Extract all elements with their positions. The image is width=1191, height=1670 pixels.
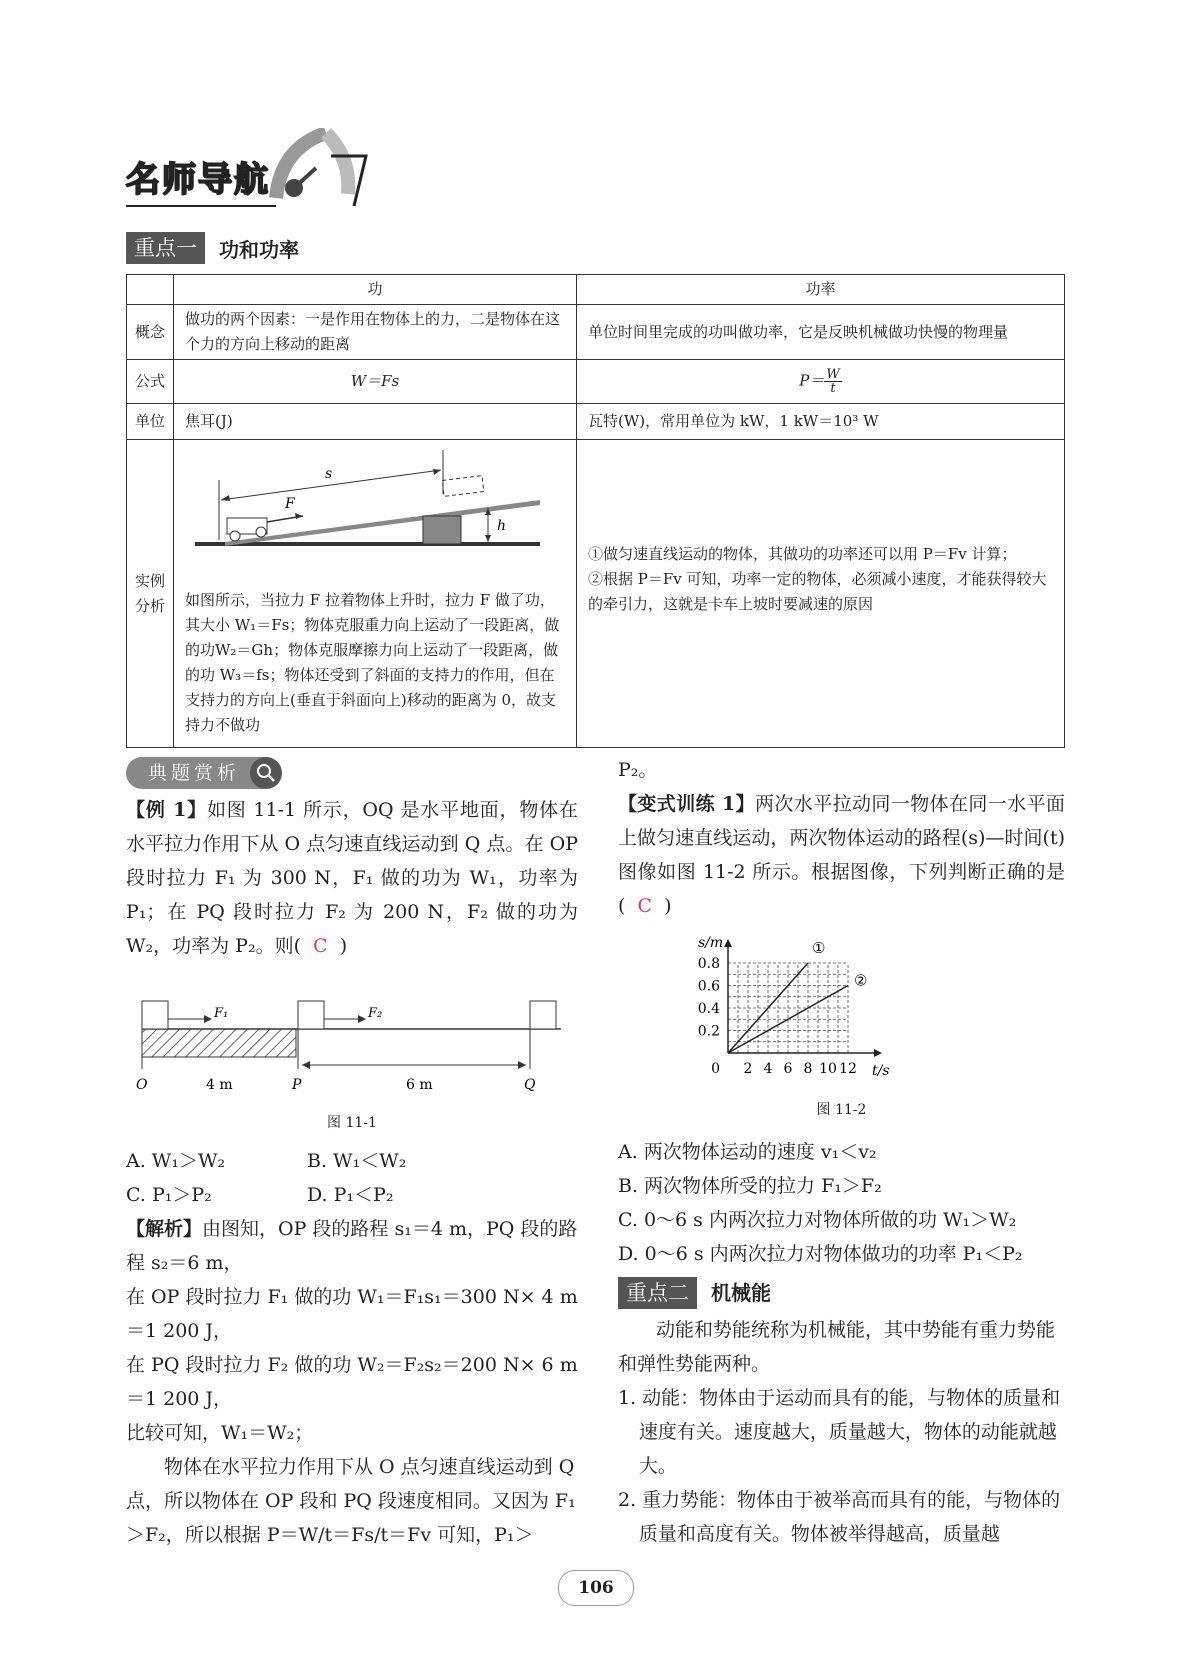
example-work-cell [174,440,577,748]
concept-power: 单位时间里完成的功叫做功率，它是反映机械做功快慢的物理量 [577,305,1065,360]
row-label-concept: 概念 [127,305,174,360]
x-tick-label: 8 [803,1061,813,1077]
section-1-title: 功和功率 [219,237,299,262]
row-label-example: 实例分析 [127,440,174,748]
fig1-label-F1: F₁ [214,1006,229,1021]
y-axis-label: s/m [698,935,724,951]
example-1-option-c: C. P₁＞P₂ [126,1184,212,1206]
series-label-1: ① [812,939,826,957]
fig1-label-O: O [136,1077,148,1093]
formula-power-lhs: P＝ [799,371,825,390]
fig1-label-4m: 4 m [206,1077,233,1093]
diagram-label-s: s [325,466,333,482]
mech-item-1: 1. 动能：物体由于运动而具有的能，与物体的质量和速度有关。速度越大，质量越大，物体的动能就越大。 [618,1387,1061,1477]
example-1-label: 【例 1】 [126,799,207,821]
section-1-heading [126,232,299,264]
variant-1-answer: C [637,895,653,917]
variant-1-close: ) [664,895,672,917]
x-axis-arrow [874,1049,882,1057]
x-axis-label: t/s [872,1063,890,1079]
col-header-work: 功 [174,275,577,305]
variant-1-option-c: C. 0～6 s 内两次拉力对物体所做的功 W₁＞W₂ [618,1209,1017,1231]
banner-title: 名师导航 [126,160,270,200]
analysis-line-4: 比较可知，W₁＝W₂； [126,1422,314,1444]
diagram-label-h: h [497,518,507,534]
formula-power-fraction [824,368,841,395]
y-tick-label: 0.8 [697,956,720,972]
example-power-point-2: ②根据 P＝Fv 可知，功率一定的物体，必须减小速度，才能获得较大的牵引力，这就是卡车上坡时要减速的原因 [588,570,1047,613]
example-1-answer: C [313,935,328,957]
analysis-line-5: 物体在水平拉力作用下从 O 点匀速直线运动到 Q 点，所以物体在 OP 段和 PQ 段速度相同。又因为 F₁＞F₂，所以根据 P＝W/t＝Fs/t＝Fv 可知，P₁＞ [126,1456,576,1546]
mech-intro: 动能和势能统称为机械能，其中势能有重力势能和弹性势能两种。 [618,1319,1056,1375]
example-1-options-row-2 [126,1178,578,1212]
y-axis-arrow [724,939,732,947]
y-tick-label: 0.2 [697,1023,720,1040]
fig1-label-F2: F₂ [368,1006,383,1021]
formula-power [577,360,1065,404]
analysis-line-2: 在 OP 段时拉力 F₁ 做的功 W₁＝F₁s₁＝300 N× 4 m＝1 200 J， [126,1286,578,1342]
incline-diagram [185,450,545,560]
example-power-point-1: ①做匀速直线运动的物体，其做功的功率还可以用 P＝Fv 计算； [588,545,1017,563]
analysis-line-1 [126,1212,578,1280]
fraction-numerator: W [826,367,840,382]
example-1-options-row-1 [126,1144,578,1178]
fig1-label-P: P [292,1077,302,1093]
y-tick-label: 0.6 [697,978,720,995]
example-1-option-d: D. P₁＜P₂ [307,1184,394,1206]
example-section-title: 典题赏析 [126,757,278,789]
example-1-question [126,793,578,963]
example-1-text: 如图 11-1 所示，OQ 是水平地面，物体在水平拉力作用下从 O 点匀速直线运动到 Q 点。在 OP 段时拉力 F₁ 为 300 N，F₁ 做的功为 W₁，功率为 P₁；在 PQ 段时拉力 F₂ 为 200 N，F₂ 做的功为 W₂，功率为 P₂。则( [126,799,578,957]
example-1-close: ) [339,935,348,957]
fraction-denominator: t [830,381,836,396]
fig1-label-Q: Q [524,1077,536,1093]
x-tick-label: 10 [819,1061,837,1077]
left-column [126,757,578,1552]
x-tick-label: 4 [763,1061,773,1077]
variant-1-option-d: D. 0～6 s 内两次拉力对物体做功的功率 P₁＜P₂ [618,1243,1023,1265]
unit-power: 瓦特(W)，常用单位为 kW，1 kW＝10³ W [577,404,1065,440]
analysis-tail: P₂。 [618,759,658,781]
analysis-text-1: 由图知，OP 段的路程 s₁＝4 m，PQ 段的路程 s₂＝6 m， [126,1218,578,1274]
col-header-power: 功率 [577,275,1065,305]
figure-11-2-caption: 图 11-2 [816,1102,867,1118]
section-2-heading [618,1277,1065,1309]
series-label-2: ② [854,971,868,990]
example-1-option-b: B. W₁＜W₂ [307,1150,407,1172]
figure-11-1-caption: 图 11-1 [327,1115,377,1131]
variant-1-text: 两次水平拉动同一物体在同一水平面上做匀速直线运动，两次物体运动的路程(s)—时间(t)图像如图 11-2 所示。根据图像，下列判断正确的是( [618,793,1065,917]
example-section-heading [126,757,578,789]
concept-work: 做功的两个因素：一是作用在物体上的力，二是物体在这个力的方向上移动的距离 [174,305,577,360]
x-tick-label: 6 [783,1061,793,1077]
header-banner [126,128,376,208]
page-number: 106 [558,1570,634,1606]
row-label-unit: 单位 [127,404,174,440]
example-1-option-a: A. W₁＞W₂ [126,1150,226,1172]
work-power-table [126,274,1065,748]
section-2-title: 机械能 [711,1281,771,1305]
mech-item-2: 2. 重力势能：物体由于被举高而具有的能，与物体的质量和高度有关。物体被举得越高，质量越 [618,1489,1061,1545]
variant-1-option-a: A. 两次物体运动的速度 v₁＜v₂ [618,1141,877,1163]
variant-1-label: 【变式训练 1】 [618,793,756,815]
right-column [618,753,1065,1551]
origin-label: 0 [711,1061,720,1077]
analysis-label: 【解析】 [126,1218,203,1240]
unit-work: 焦耳(J) [174,404,577,440]
x-tick-label: 2 [743,1061,753,1077]
y-tick-label: 0.4 [697,1001,720,1017]
variant-1-option-b: B. 两次物体所受的拉力 F₁＞F₂ [618,1175,882,1197]
fig1-label-6m: 6 m [406,1077,433,1093]
diagram-label-F: F [285,496,295,512]
section-1-tag: 重点一 [126,232,205,264]
analysis-line-3: 在 PQ 段时拉力 F₂ 做的功 W₂＝F₂s₂＝200 N× 6 m＝1 200 J， [126,1354,578,1410]
row-label-formula: 公式 [127,360,174,404]
figure-11-1 [126,969,566,1099]
formula-work: W＝Fs [174,360,577,404]
figure-11-2-chart [618,923,1065,1088]
variant-1-question [618,787,1065,923]
x-tick-label: 12 [839,1061,857,1077]
magnifier-icon [250,757,282,789]
example-power-cell [577,440,1065,748]
example-work-text: 如图所示，当拉力 F 拉着物体上升时，拉力 F 做了功，其大小 W₁＝Fs；物体克服重力向上运动了一段距离，做的功W₂＝Gh；物体克服摩擦力向上运动了一段距离，做的功 W₃＝fs；物体还受到了斜面的支持力的作用，但在支持力的方向上(垂直于斜面向上)移动的距离为 0，故支持力不做功 [185,591,560,734]
section-2-tag: 重点二 [618,1277,697,1309]
